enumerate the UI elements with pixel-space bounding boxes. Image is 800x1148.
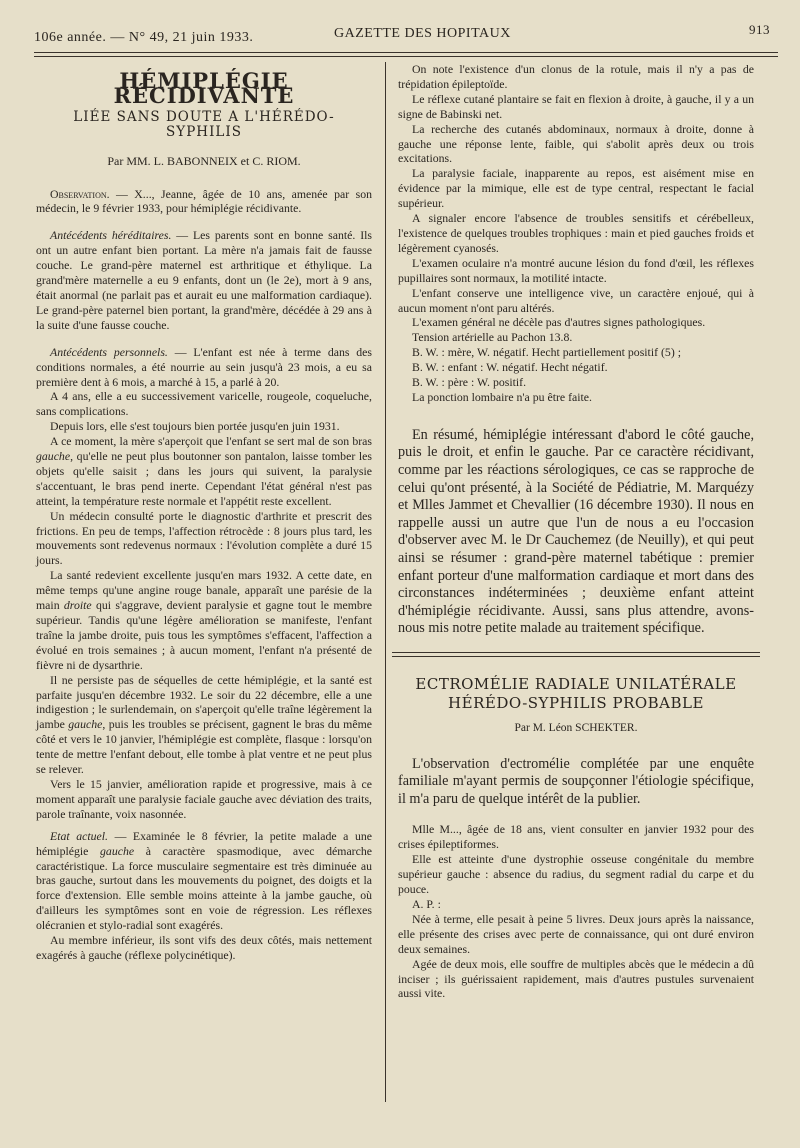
paragraph-summary: En résumé, hémiplégie intéressant d'abord le côté gauche, puis le droit, et enfin le gauche. Par ce caractère récidivant, comme par les réactions sérologiques, ce cas se rapproche de celui qu'ont présenté, à la Société de Pédiatrie, M. Marquézy et Mlles Jammet et Chevallier (16 décembre 1930). Il nous en rappelle aussi un autre que l'un de nous a eu l'occasion d'observer avec M. le Dr Cauchemez (de Neuilly), et qui peut ainsi se résumer : grand-père maternel tabétique : premier enfant porteur d'une malformation cardiaque et mort dans des circonstances indéterminées ; deuxième enfant atteint d'hémiplégie récidivante. Aussi, sans plus attendre, avons-nous mis notre petite malade au traitement spécifique. <box>398 426 754 637</box>
current-state-label: Etat actuel. <box>50 828 108 843</box>
current-state-italic: gauche <box>100 843 135 858</box>
paragraph-current-state <box>36 829 372 933</box>
health-text-a: La santé redevient excellente jusqu'en mars 1932. A cette date, en même temps qu'une angine rouge banale, apparaît une parésie de la main <box>36 568 372 613</box>
current-state-text-b: à caractère spasmodique, avec démarche caractéristique. La force musculaire segmentaire est très diminuée au bras gauche, surtout dans les mouvements du poignet, des doigts et la force d'extension. Elle semble moins atteinte à la jambe gauche, où d'ailleurs les symptômes sont en voie de régression. Les réflexes olécranien et stylo-radial sont exagérés. <box>36 843 372 933</box>
paragraph-since: Depuis lors, elle s'est toujours bien portée jusqu'en juin 1931. <box>50 419 340 434</box>
paragraph-health <box>36 568 372 672</box>
paragraph-facial: La paralysie faciale, inapparente au repos, est aisément mise en évidence par la mimique, elle est de type central, respectant le facial supérieur. <box>398 166 754 211</box>
article2-title-line1: ECTROMÉLIE RADIALE UNILATÉRALE <box>415 674 737 693</box>
sequelae-text-a: Il ne persiste pas de séquelles de cette hémiplégie, et la santé est parfaite jusqu'en décembre 1932. Le soir du 22 décembre, elle a une indigestion ; le surlendemain, on s'aperçoit qu'elle traîne légèrement la jambe <box>36 672 372 732</box>
article2-ap-label: A. P. : <box>412 897 441 911</box>
paragraph-lumbar: La ponction lombaire n'a pu être faite. <box>412 389 592 404</box>
paragraph-observation <box>36 187 372 217</box>
health-italic: droite <box>63 598 92 613</box>
paragraph-january: Vers le 15 janvier, amélioration rapide et progressive, mais à ce moment apparaît une paralysie faciale gauche avec déviation des traits, parole traînante, voix nasonnée. <box>36 776 372 821</box>
paragraph-hereditary <box>36 228 372 332</box>
paragraph-general-exam: L'examen général ne décèle pas d'autres signes pathologiques. <box>412 315 706 330</box>
left-column <box>36 68 372 963</box>
hereditary-text: — Les parents sont en bonne santé. Ils ont un autre enfant bien portant. La mère n'a jamais fait de fausse couche. Le grand-père maternel est arthritique et éthylique. La grand'mère maternelle a eu 9 enfants, dont un (le 2e), mort à 9 ans, était anormal (ne parlait pas et aurait eu une malformation cardiaque). Le grand-père paternel bien portant, la grand'mère, décédée à 29 ans à la suite d'une fausse couche. <box>36 228 372 332</box>
article2-paragraph-4: Agée de deux mois, elle souffre de multiples abcès que le médecin a dû inciser ; ils guérissaient rapidement, mais d'autres pustules survenaient aussi vite. <box>398 956 754 1001</box>
paragraph-intelligence: L'enfant conserve une intelligence vive, un caractère enjoué, qui à aucun moment n'ont paru altérés. <box>398 285 754 315</box>
hereditary-label: Antécédents héréditaires. <box>50 228 172 243</box>
moment-text-b: , qu'elle ne peut plus boutonner son pantalon, laisse tomber les objets qu'elle saisit ; dans les jours qui suivent, la paralysie s'accentuant, le bras pend inerte. Cependant l'état général n'est pas atteint, la température reste normale et l'appétit reste excellent. <box>36 449 372 508</box>
paragraph-abdominal: La recherche des cutanés abdominaux, normaux à droite, donne à gauche une réponse lente, faible, qui s'abolit après deux ou trois excitations. <box>398 121 754 166</box>
moment-italic: gauche <box>36 449 71 464</box>
issue-info: 106e année. — N° 49, 21 juin 1933. <box>34 30 254 45</box>
paragraph-personal <box>36 345 372 390</box>
paragraph-moment <box>36 434 372 509</box>
paragraph-bw-mother: B. W. : mère, W. négatif. Hecht partiellement positif (5) ; <box>412 345 681 360</box>
article-subtitle: LIÉE SANS DOUTE A L'HÉRÉDO-SYPHILIS <box>73 108 335 140</box>
article-title: HÉMIPLÉGIE RÉCIDIVANTE <box>113 68 295 108</box>
paragraph-plantar: Le réflexe cutané plantaire se fait en flexion à droite, à gauche, il y a un signe de Babinski net. <box>398 91 754 121</box>
current-state-text-a: — Examinée le 8 février, la petite malade a une hémiplégie <box>36 828 372 858</box>
paragraph-sensory: A signaler encore l'absence de troubles sensitifs et cérébelleux, l'existence de quelques troubles trophiques : main et pied gauches froids et légèrement cyanosés. <box>398 211 754 255</box>
paragraph-lower-limb: Au membre inférieur, ils sont vifs des deux côtés, mais nettement exagérés à gauche (réflexe polycinétique). <box>36 933 372 962</box>
paragraph-ocular: L'examen oculaire n'a montré aucune lésion du fond d'œil, les réflexes pupillaires sont normaux, la motilité intacte. <box>398 255 754 285</box>
article2-byline: Par M. Léon SCHEKTER. <box>514 721 638 734</box>
paragraph-sequelae <box>36 673 372 777</box>
observation-label: Observation. <box>50 186 110 201</box>
paragraph-bw-child: B. W. : enfant : W. négatif. Hecht négatif. <box>412 360 608 375</box>
page-number: 913 <box>749 22 770 37</box>
paragraph-tension: Tension artérielle au Pachon 13.8. <box>412 330 573 345</box>
header-rule-1 <box>34 52 778 53</box>
header-rule-2 <box>34 56 778 57</box>
article2-title-line2: HÉRÉDO-SYPHILIS PROBABLE <box>448 693 704 712</box>
right-column <box>398 62 754 1001</box>
personal-text: — L'enfant est née à terme dans des conditions normales, a été nourrie au sein jusqu'à 23 mois, a eu sa première dent à 6 mois, a marché à 15, a parlé à 20. <box>36 344 372 389</box>
article2-intro: L'observation d'ectromélie complétée par une enquête familiale m'ayant permis de soupçonner l'étiologie spécifique, il m'a paru de quelque intérêt de la publier. <box>398 755 754 807</box>
article-byline: Par MM. L. BABONNEIX et C. RIOM. <box>107 153 301 168</box>
sequelae-text-b: , puis les troubles se précisent, gagnent le bras du même côté et vers le 10 janvier, l'hémiplégie est complète, flasque : lorsqu'on tente de mettre l'enfant debout, elle tombe à plat ventre et ne peut plus se relever. <box>36 717 372 777</box>
article2-paragraph-3: Née à terme, elle pesait à peine 5 livres. Deux jours après la naissance, elle présente des crises avec perte de connaissance, qui ont duré environ deux semaines. <box>398 911 754 956</box>
paragraph-doctor: Un médecin consulté porte le diagnostic d'arthrite et prescrit des frictions. En peu de temps, l'affection rétrocède : 8 jours plus tard, les mouvements sont redevenus normaux : l'évolution complète a duré 15 jours. <box>36 508 372 568</box>
personal-label: Antécédents personnels. <box>50 344 168 359</box>
page-header <box>34 22 778 50</box>
observation-text: — X..., Jeanne, âgée de 10 ans, amenée par son médecin, le 9 février 1933, pour hémiplégie récidivante. <box>36 186 372 216</box>
paragraph-clonus: On note l'existence d'un clonus de la rotule, mais il n'y a pas de trépidation épileptoïde. <box>398 62 754 91</box>
article2-paragraph-2: Elle est atteinte d'une dystrophie osseuse congénitale du membre supérieur gauche : absence du radius, du segment radial du carpe et du pouce. <box>398 852 754 897</box>
column-divider <box>385 62 386 1102</box>
journal-name: GAZETTE DES HOPITAUX <box>334 26 511 41</box>
article2-paragraph-1: Mlle M..., âgée de 18 ans, vient consulter en janvier 1932 pour des crises épileptiformes. <box>398 822 754 852</box>
moment-text-a: A ce moment, la mère s'aperçoit que l'enfant se sert mal de son bras <box>50 434 372 449</box>
sequelae-italic: gauche <box>68 717 103 732</box>
paragraph-bw-father: B. W. : père : W. positif. <box>412 375 527 390</box>
health-text-b: qui s'aggrave, devient paralysie et gagne tout le membre supérieur. Tandis qu'une légère amélioration se manifeste, l'enfant traîne la jambe droite, puis tous les symptômes s'effacent, l'affection a évolué en trois semaines ; à aucun moment, l'enfant n'a présenté de fièvre ni de dysarthrie. <box>36 598 372 672</box>
paragraph-age4: A 4 ans, elle a eu successivement varicelle, rougeole, coqueluche, sans complications. <box>36 389 372 419</box>
